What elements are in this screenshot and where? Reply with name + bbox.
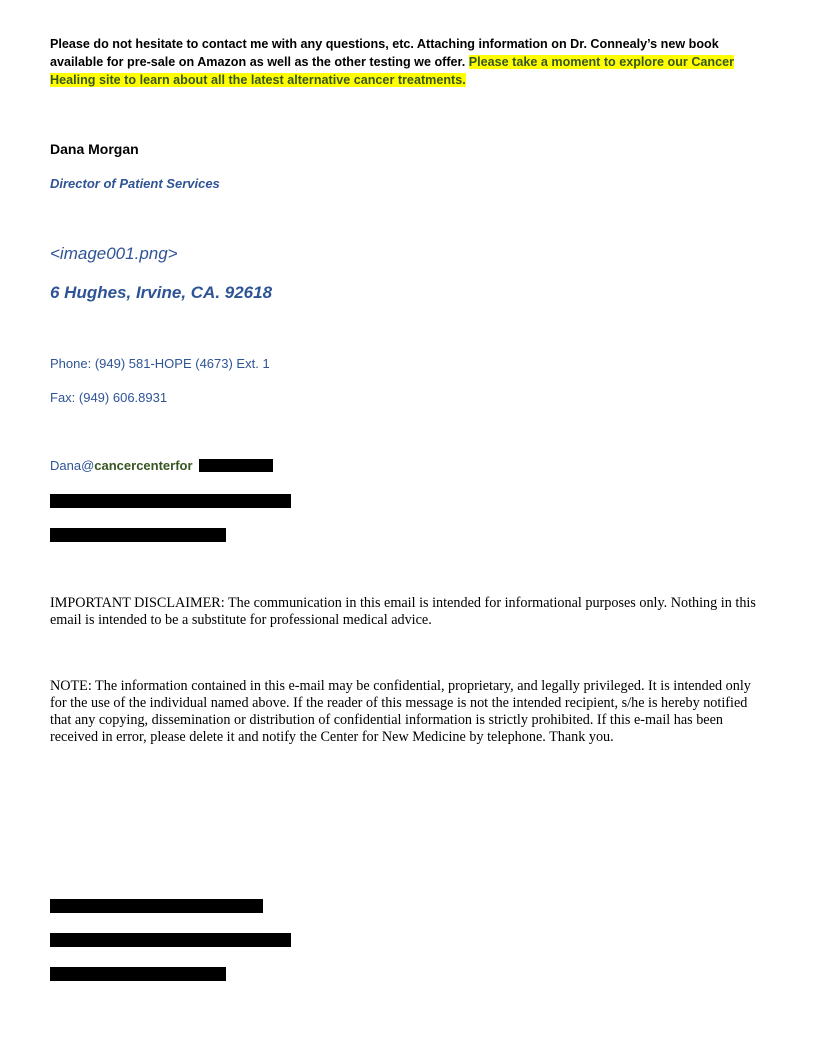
signature-fax: Fax: (949) 606.8931 [50, 390, 168, 405]
note-text: NOTE: The information contained in this e-mail may be confidential, proprietary, and legally privileged. It is intended only for the use of the individual named above. If the reader of this message is not the intended recipient, s/he is hereby notified that any copying, dissemination or distribution of confidential information is strictly prohibited. If this e-mail has been received in error, please delete it and notify the Center for New Medicine by telephone. Thank you. [50, 678, 751, 745]
email-domain: cancercenterfor [94, 458, 193, 473]
email-user: Dana@ [50, 458, 95, 473]
signature-phone: Phone: (949) 581-HOPE (4673) Ext. 1 [50, 356, 270, 371]
signature-title: Director of Patient Services [50, 176, 220, 191]
redaction-bar [50, 899, 263, 913]
signature-address: 6 Hughes, Irvine, CA. 92618 [50, 283, 273, 302]
redaction-bar [50, 528, 226, 542]
redaction-bar [50, 933, 291, 947]
signature-name: Dana Morgan [50, 141, 139, 157]
redaction-bar [50, 967, 226, 981]
intro-text: Please do not hesitate to contact me with any questions, etc. Attaching information on Dr. Connealy’s new book available for pre-sale on Amazon as well as the other testing we offer. [50, 37, 719, 69]
redaction-bar [50, 494, 291, 508]
intro-paragraph [50, 35, 760, 89]
signature-email[interactable] [50, 458, 273, 473]
image-placeholder: <image001.png> [50, 244, 178, 263]
disclaimer-text: IMPORTANT DISCLAIMER: The communication in this email is intended for informational purposes only. Nothing in this email is intended to be a substitute for professional medical advice. [50, 595, 756, 628]
intro-highlight: Please take a moment to explore our Cancer Healing site to learn about all the latest alternative cancer treatments. [50, 55, 735, 87]
redaction-bar [199, 459, 273, 472]
